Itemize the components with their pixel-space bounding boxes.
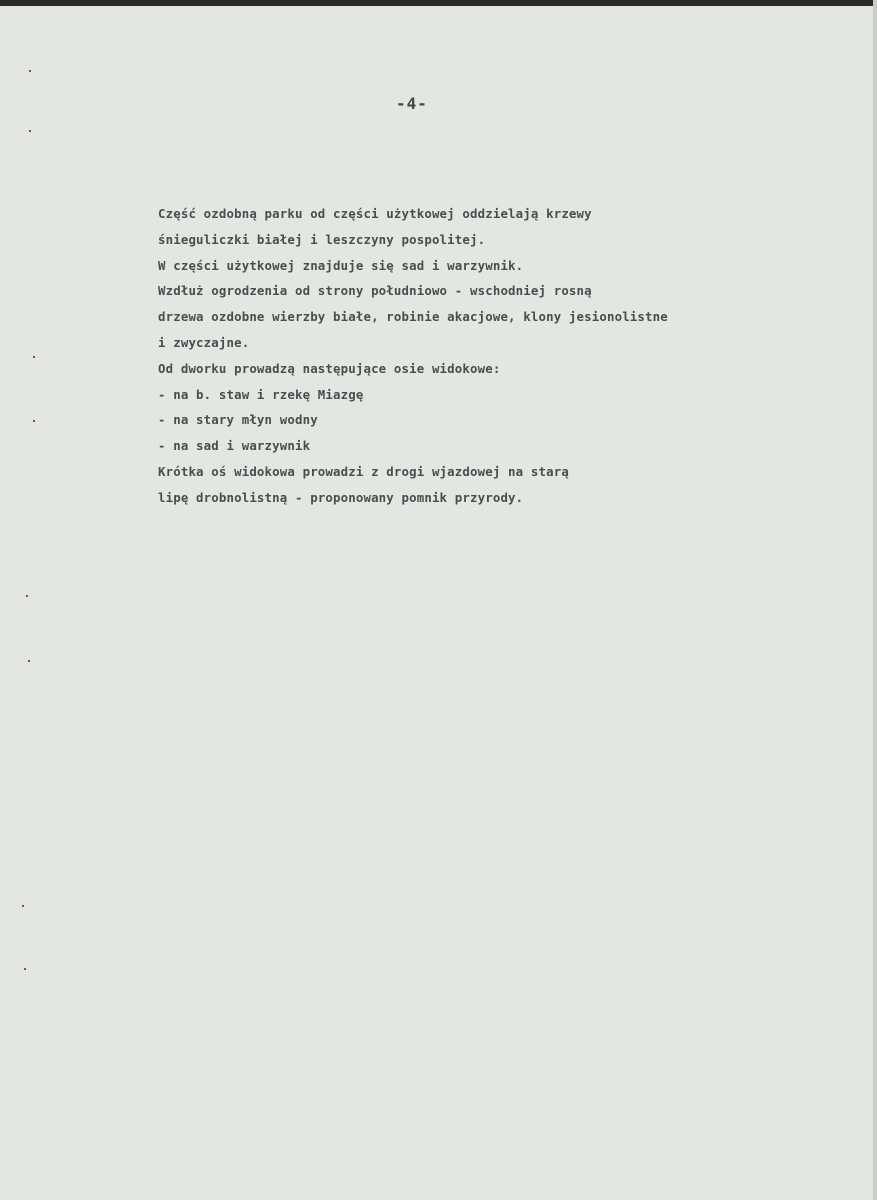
text-line: drzewa ozdobne wierzby białe, robinie akacjowe, klony jesionolistne	[158, 309, 668, 325]
page-number: -4-	[396, 94, 428, 113]
margin-mark	[33, 420, 35, 422]
text-line: Wzdłuż ogrodzenia od strony południowo - wschodniej rosną	[158, 283, 592, 299]
text-line: lipę drobnolistną - proponowany pomnik przyrody.	[158, 489, 524, 505]
document-page	[0, 6, 873, 1200]
text-line: śnieguliczki białej i leszczyny pospolitej.	[158, 231, 486, 247]
text-line: i zwyczajne.	[158, 334, 250, 350]
margin-mark	[29, 70, 31, 72]
margin-mark	[24, 968, 26, 970]
list-item: - na stary młyn wodny	[158, 412, 318, 428]
margin-mark	[33, 356, 35, 358]
margin-mark	[28, 660, 30, 662]
typewritten-body	[158, 201, 668, 511]
margin-mark	[22, 905, 24, 907]
text-line: Krótka oś widokowa prowadzi z drogi wjazdowej na starą	[158, 463, 569, 479]
margin-mark	[29, 130, 31, 132]
text-line: Od dworku prowadzą następujące osie widokowe:	[158, 360, 501, 376]
text-line: Część ozdobną parku od części użytkowej oddzielają krzewy	[158, 206, 592, 221]
list-item: - na b. staw i rzekę Miazgę	[158, 386, 364, 402]
text-line: W części użytkowej znajduje się sad i warzywnik.	[158, 257, 524, 273]
list-item: - na sad i warzywnik	[158, 438, 311, 454]
scan-right-edge	[873, 0, 877, 1200]
margin-mark	[26, 595, 28, 597]
